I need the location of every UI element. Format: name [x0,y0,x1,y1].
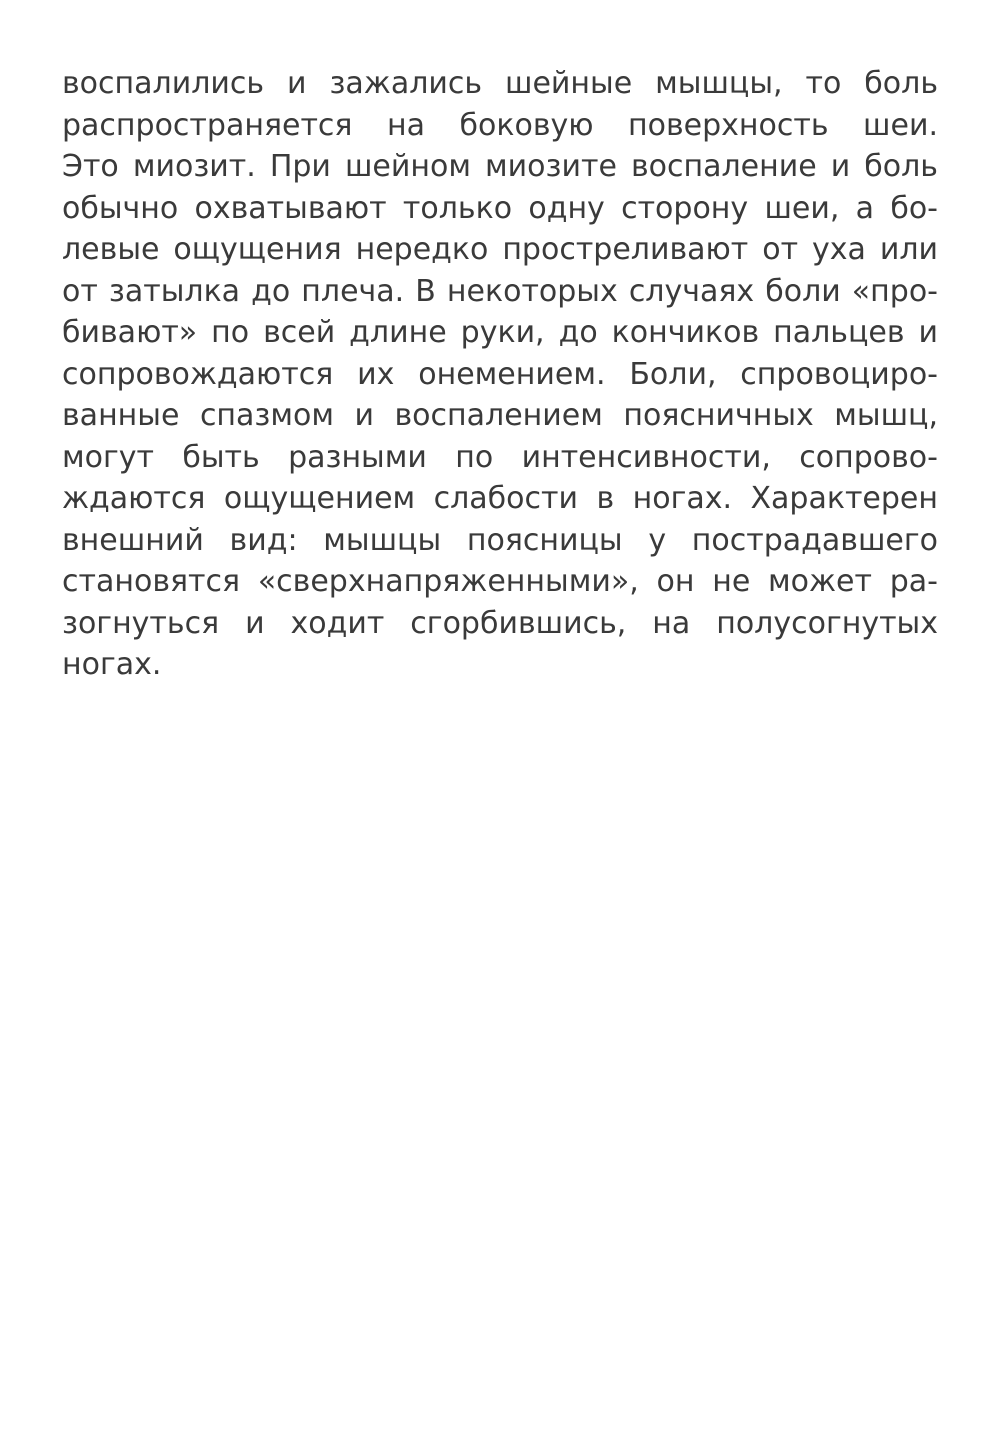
text-line: распространяется на боковую поверхность шеи. [62,107,938,143]
text-line: от затылка до плеча. В некоторых случаях боли «про- [62,273,938,309]
text-line: левые ощущения нередко простреливают от уха или [62,232,938,267]
text-line: могут быть разными по интенсивности, сопрово- [62,439,938,475]
text-line: бивают» по всей длине руки, до кончиков пальцев и [62,315,938,350]
text-line: внешний вид: мышцы поясницы у пострадавшего [62,522,938,558]
text-line: обычно охватывают только одну сторону шеи, а бо- [62,190,938,226]
text-line: воспалились и зажались шейные мышцы, то боль [62,66,938,101]
text-line: ждаются ощущением слабости в ногах. Характерен [62,481,938,516]
text-line: сопровождаются их онемением. Боли, спровоциро- [62,356,938,392]
text-line: зогнуться и ходит сгорбившись, на полусогнутых [62,605,938,641]
body-text [62,63,938,686]
text-line-last: ногах. [62,647,162,682]
text-line: Это миозит. При шейном миозите воспаление и боль [62,149,938,184]
text-line: ванные спазмом и воспалением поясничных мышц, [62,398,938,433]
text-line: становятся «сверхнапряженными», он не может ра- [62,564,938,599]
